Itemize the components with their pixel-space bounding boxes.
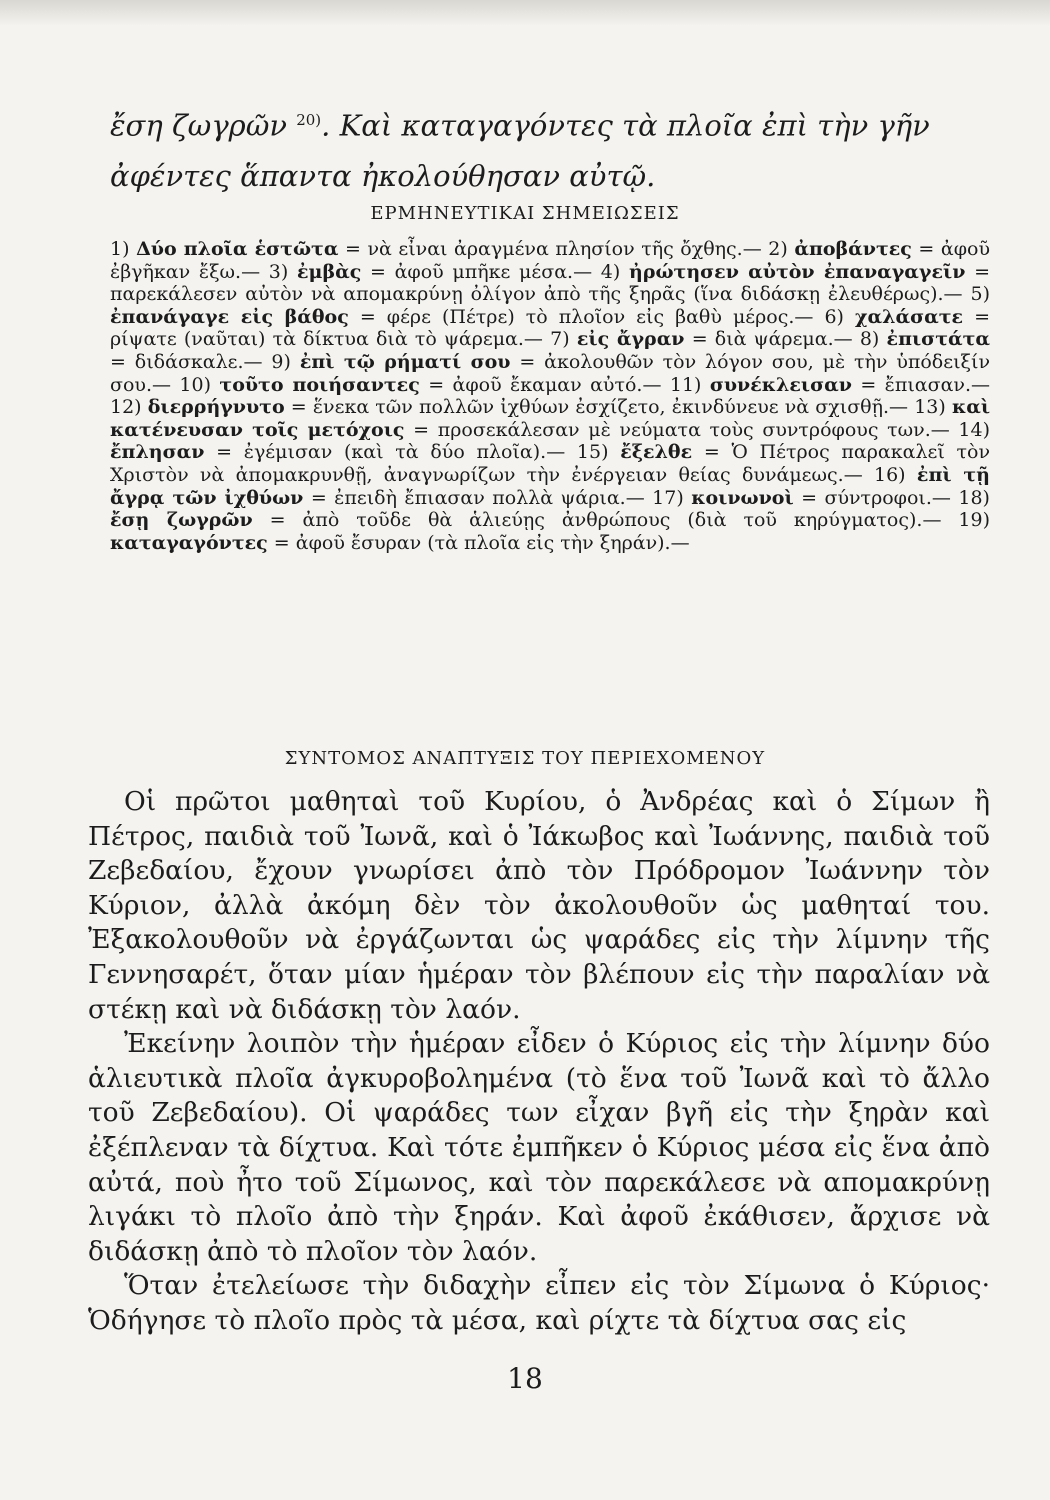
footnote-marker: 20) — [296, 111, 322, 129]
page-number: 18 — [507, 1362, 543, 1395]
note-7: 7) εἰς ἄγραν = διὰ ψάρεμα.— — [550, 328, 853, 351]
development-heading: ΣΥΝΤΟΜΟΣ ΑΝΑΠΤΥΞΙΣ ΤΟΥ ΠΕΡΙΕΧΟΜΕΝΟΥ — [284, 748, 766, 769]
note-16: 16) ἐπὶ τῇ ἄγρᾳ τῶν ἰχθύων = ἐπειδὴ ἔπιασαν πολλὰ ψάρια.— — [110, 463, 991, 509]
note-3: 3) ἐμβὰς = ἀφοῦ μπῆκε μέσα.— — [268, 260, 593, 283]
note-19: 19) καταγαγόντες = ἀφοῦ ἔσυραν (τὰ πλοῖα εἰς τὴν ξηράν).— — [110, 509, 991, 554]
development-paragraph-3: Ὅταν ἐτελείωσε τὴν διδαχὴν εἶπεν εἰς τὸν Σίμωνα ὁ Κύριος· Ὁδήγησε τὸ πλοῖο πρὸς τὰ μέσα, καὶ ρίχτε τὰ δίχτυα σας εἰς — [88, 1270, 990, 1336]
explanatory-notes — [110, 238, 990, 554]
note-13: 13) καὶ κατένευσαν τοῖς μετόχοις = προσεκάλεσαν μὲ νεύματα τοὺς συντρόφους των.— — [110, 396, 991, 441]
note-10: 10) τοῦτο ποιήσαντες = ἀφοῦ ἔκαμαν αὐτό.— — [179, 373, 662, 396]
development-paragraph-1: Οἱ πρῶτοι μαθηταὶ τοῦ Κυρίου, ὁ Ἀνδρέας καὶ ὁ Σίμων ἢ Πέτρος, παιδιὰ τοῦ Ἰωνᾶ, καὶ ὁ Ἰάκωβος καὶ Ἰωάννης, παιδιὰ τοῦ Ζεβεδαίου, ἔχουν γνωρίσει ἀπὸ τὸν Πρόδρομον Ἰωάννην τὸν Κύριον, ἀλλὰ ἀκόμη δὲν τὸν ἀκολουθοῦν ὡς μαθηταί του. Ἐξακολουθοῦν νὰ ἐργάζωνται ὡς ψαράδες εἰς τὴν λίμνην τῆς Γεννησαρέτ, ὅταν μίαν ἡμέραν τὸν βλέπουν εἰς τὴν παραλίαν νὰ στέκῃ καὶ νὰ διδάσκῃ τὸν λαόν. — [88, 786, 990, 1025]
intro-text-start: ἔση ζωγρῶν — [110, 108, 287, 143]
note-9: 9) ἐπὶ τῷ ρήματί σου = ἀκολουθῶν τὸν λόγον σου, μὲ τὴν ὑπόδειξίν σου.— — [110, 350, 990, 396]
note-14: 14) ἔπλησαν = ἐγέμισαν (καὶ τὰ δύο πλοῖα).— — [110, 418, 990, 464]
note-11: 11) συνέκλεισαν = ἔπιασαν.— — [669, 373, 990, 396]
development-paragraph-2: Ἐκείνην λοιπὸν τὴν ἡμέραν εἶδεν ὁ Κύριος εἰς τὴν λίμνην δύο ἁλιευτικὰ πλοῖα ἀγκυροβολημένα (τὸ ἕνα τοῦ Ἰωνᾶ καὶ τὸ ἄλλο τοῦ Ζεβεδαίου). Οἱ ψαράδες των εἶχαν βγῆ εἰς τὴν ξηρὰν καὶ ἐξέπλεναν τὰ δίχτυα. Καὶ τότε ἐμπῆκεν ὁ Κύριος μέσα εἰς ἕνα ἀπὸ αὐτά, ποὺ ἦτο τοῦ Σίμωνος, καὶ τὸν παρεκάλεσε νὰ απομακρύνῃ λιγάκι τὸ πλοῖο ἀπὸ τὴν ξηράν. Καὶ ἀφοῦ ἐκάθισεν, ἄρχισε νὰ διδάσκῃ ἀπὸ τὸ πλοῖον τὸν λαόν. — [88, 1028, 990, 1267]
note-2: 2) ἀποβάντες = ἀφοῦ ἐβγῆκαν ἔξω.— — [110, 238, 991, 283]
intro-text — [110, 95, 990, 201]
notes-heading: ΕΡΜΗΝΕΥΤΙΚΑΙ ΣΗΜΕΙΩΣΕΙΣ — [370, 203, 680, 224]
note-17: 17) κοινωνοὶ = σύντροφοι.— — [652, 486, 951, 509]
intro-text-end: . Καὶ καταγαγόντες τὰ πλοῖα ἐπὶ τὴν γῆν ἀφέντες ἅπαντα ἠκολούθησαν αὐτῷ. — [110, 108, 930, 193]
note-15: 15) ἔξελθε = Ὁ Πέτρος παρακαλεῖ τὸν Χριστὸν νὰ ἀπομακρυνθῇ, ἀναγνωρίζων τὴν ἐνέργειαν θείας δυνάμεως.— — [110, 441, 990, 486]
note-8: 8) ἐπιστάτα = διδάσκαλε.— — [110, 328, 991, 373]
note-4: 4) ἠρώτησεν αὐτὸν ἐπαναγαγεῖν = παρεκάλεσεν αὐτὸν νὰ απομακρύνῃ ὀλίγον ἀπὸ τῆς ξηρᾶς (ἵνα διδάσκῃ ἐλευθέρως).— — [110, 260, 991, 306]
page-top-edge — [0, 0, 1050, 26]
note-18: 18) ἔσῃ ζωγρῶν = ἀπὸ τοῦδε θὰ ἁλιεύῃς ἀνθρώπους (διὰ τοῦ κηρύγματος).— — [110, 486, 990, 532]
content-development — [88, 785, 990, 1339]
note-6: 6) χαλάσατε = ρίψατε (ναῦται) τὰ δίκτυα διὰ τὸ ψάρεμα.— — [110, 305, 990, 351]
note-1: 1) Δύο πλοῖα ἑστῶτα = νὰ εἶναι ἀραγμένα πλησίον τῆς ὄχθης.— — [110, 238, 762, 260]
note-5: 5) ἐπανάγαγε εἰς βάθος = φέρε (Πέτρε) τὸ πλοῖον εἰς βαθὺ μέρος.— — [110, 283, 990, 328]
note-12: 12) διερρήγνυτο = ἕνεκα τῶν πολλῶν ἰχθύων ἐσχίζετο, ἐκινδύνευε νὰ σχισθῇ.— — [110, 396, 909, 419]
